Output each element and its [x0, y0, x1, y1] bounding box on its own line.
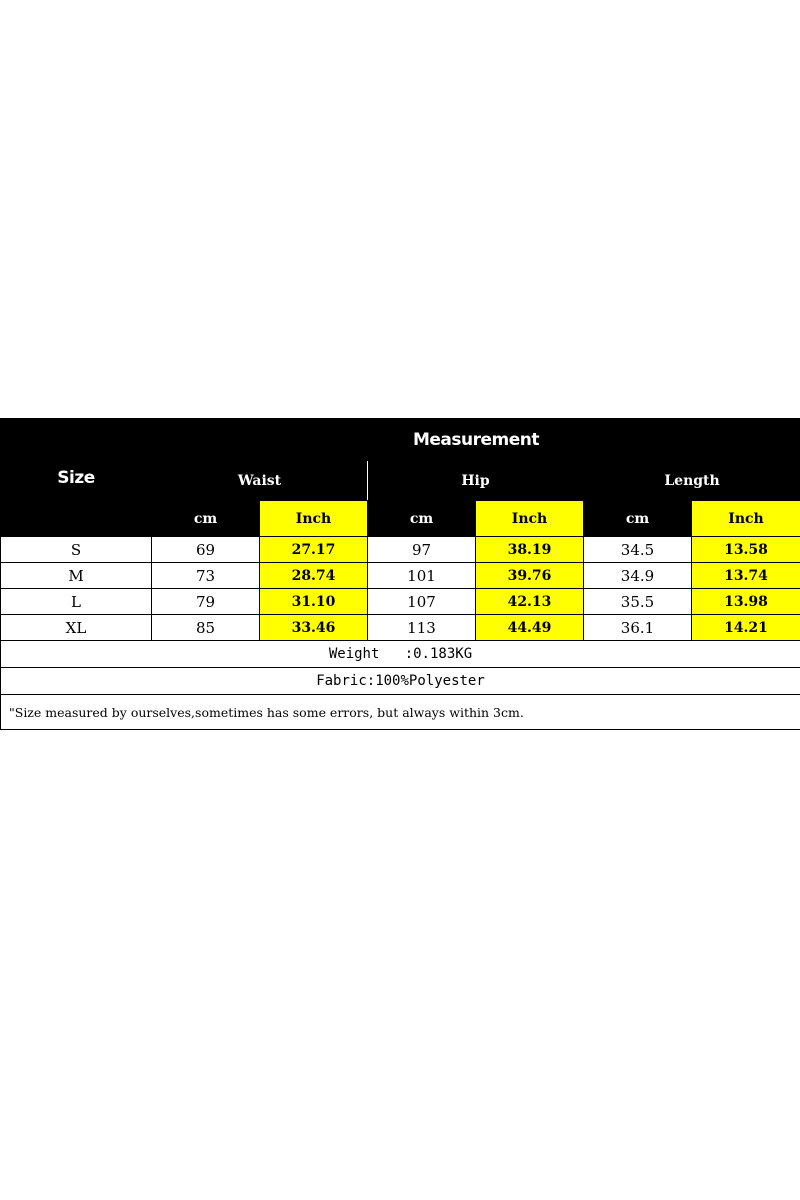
fabric-row: [1, 668, 800, 695]
table-cell: 36.1: [584, 615, 692, 641]
table-cell: 13.98: [692, 589, 800, 615]
unit-header: Inch: [476, 501, 584, 537]
size-label: L: [1, 589, 152, 615]
table-row: [1, 537, 800, 563]
table-cell: 107: [368, 589, 476, 615]
table-cell: 13.58: [692, 537, 800, 563]
fabric-text: Fabric:100%Polyester: [1, 668, 800, 695]
table-cell: 33.46: [260, 615, 368, 641]
table-row: [1, 563, 800, 589]
group-header-hip: Hip: [368, 461, 584, 501]
table-cell: 44.49: [476, 615, 584, 641]
unit-header: cm: [152, 501, 260, 537]
table-cell: 35.5: [584, 589, 692, 615]
table-cell: 31.10: [260, 589, 368, 615]
table-cell: 85: [152, 615, 260, 641]
table-cell: 79: [152, 589, 260, 615]
weight-text: Weight :0.183KG: [1, 641, 800, 668]
table-cell: 42.13: [476, 589, 584, 615]
table-cell: 101: [368, 563, 476, 589]
size-note-text: "Size measured by ourselves,sometimes has some errors, but always within 3cm.: [1, 695, 800, 730]
table-cell: 28.74: [260, 563, 368, 589]
note-row: [1, 695, 800, 730]
size-label: S: [1, 537, 152, 563]
unit-header: Inch: [260, 501, 368, 537]
unit-header: Inch: [692, 501, 800, 537]
unit-header: cm: [368, 501, 476, 537]
size-label: XL: [1, 615, 152, 641]
table-cell: 34.9: [584, 563, 692, 589]
group-header-waist: Waist: [152, 461, 368, 501]
size-header: Size: [1, 419, 152, 537]
table-cell: 34.5: [584, 537, 692, 563]
weight-row: [1, 641, 800, 668]
table-cell: 73: [152, 563, 260, 589]
table-cell: 113: [368, 615, 476, 641]
measurement-header: Measurement: [152, 419, 800, 461]
size-chart-table: [0, 418, 800, 730]
table-cell: 38.19: [476, 537, 584, 563]
table-row: [1, 589, 800, 615]
table-cell: 14.21: [692, 615, 800, 641]
table-cell: 27.17: [260, 537, 368, 563]
group-header-length: Length: [584, 461, 800, 501]
size-chart-container: [0, 418, 800, 730]
table-cell: 13.74: [692, 563, 800, 589]
unit-header: cm: [584, 501, 692, 537]
size-label: M: [1, 563, 152, 589]
table-cell: 69: [152, 537, 260, 563]
table-row: [1, 615, 800, 641]
table-cell: 39.76: [476, 563, 584, 589]
table-cell: 97: [368, 537, 476, 563]
